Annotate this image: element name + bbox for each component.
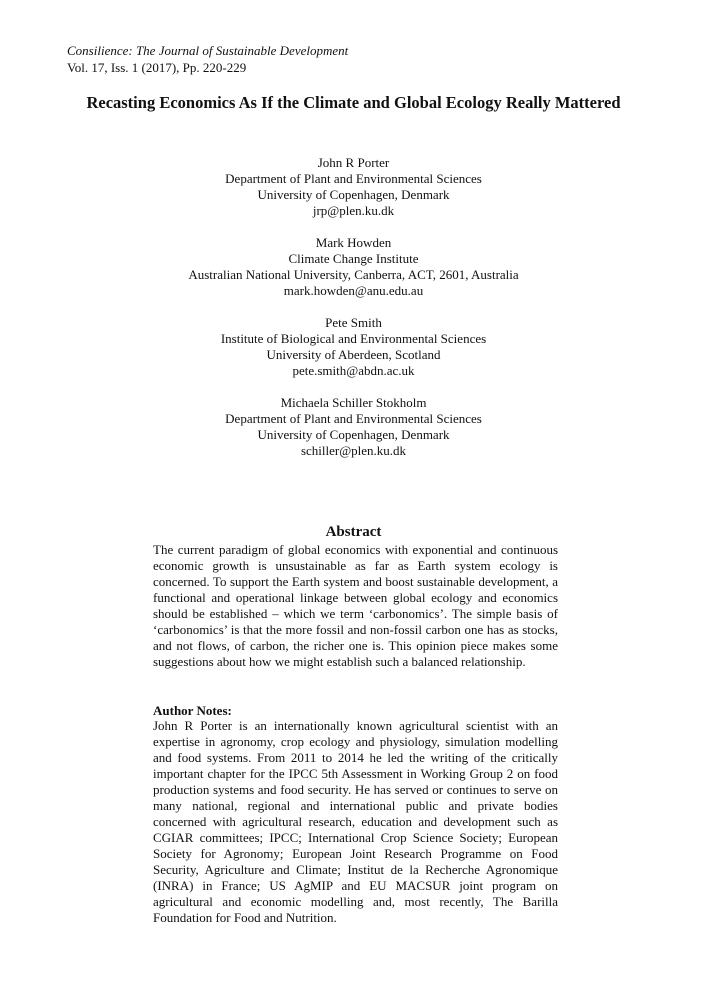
journal-volume: Vol. 17, Iss. 1 (2017), Pp. 220-229 (67, 60, 247, 75)
author-name: Mark Howden (315, 235, 392, 250)
author-block (0, 235, 707, 299)
author-email: pete.smith@abdn.ac.uk (292, 363, 415, 378)
author-institution: University of Copenhagen, Denmark (257, 427, 450, 442)
author-department: Institute of Biological and Environmental Sciences (220, 331, 487, 346)
paper-title: Recasting Economics As If the Climate and Global Ecology Really Mattered (86, 93, 621, 112)
author-list (0, 155, 707, 475)
journal-name: Consilience: The Journal of Sustainable Development (67, 43, 349, 58)
author-email: jrp@plen.ku.dk (312, 203, 395, 218)
abstract-heading: Abstract (325, 524, 382, 540)
author-block (0, 395, 707, 459)
author-name: John R Porter (317, 155, 390, 170)
author-department: Climate Change Institute (288, 251, 419, 266)
author-email: mark.howden@anu.edu.au (283, 283, 424, 298)
author-institution: Australian National University, Canberra, ACT, 2601, Australia (188, 267, 519, 282)
author-department: Department of Plant and Environmental Sciences (225, 171, 482, 186)
author-institution: University of Aberdeen, Scotland (266, 347, 441, 362)
author-department: Department of Plant and Environmental Sciences (225, 411, 482, 426)
author-notes-heading: Author Notes: (153, 703, 232, 718)
author-email: schiller@plen.ku.dk (300, 443, 407, 458)
journal-header (67, 42, 348, 76)
author-institution: University of Copenhagen, Denmark (257, 187, 450, 202)
author-name: Michaela Schiller Stokholm (280, 395, 427, 410)
author-block (0, 315, 707, 379)
author-name: Pete Smith (325, 315, 382, 330)
author-notes-body: John R Porter is an internationally known agricultural scientist with an expertise in agronomy, crop ecology and physiology, simulation modelling and food systems. From 2011 to 2014 he led the writing of the critically important chapter for the IPCC 5th Assessment in Working Group 2 on food production systems and food security. He has served or continues to serve on many national, regional and international public and private bodies concerned with agricultural research, education and development such as CGIAR committees; IPCC; International Crop Science Society; European Society for Agronomy; European Joint Research Programme on Food Security, Agriculture and Climate; Institut de la Recherche Agronomique (INRA) in France; US AgMIP and EU MACSUR joint program on agricultural and economic modelling and, most recently, The Barilla Foundation for Food and Nutrition. (153, 718, 558, 925)
abstract-body: The current paradigm of global economics with exponential and continuous economic growth is unsustainable as far as Earth system ecology is concerned. To support the Earth system and boost sustainable development, a functional and operational linkage between global ecology and economics should be established – which we term ‘carbonomics’. The simple basis of ‘carbonomics’ is that the more fossil and non-fossil carbon one has as stocks, and not flows, of carbon, the richer one is. This opinion piece makes some suggestions about how we might establish such a balanced relationship. (153, 542, 558, 669)
author-block (0, 155, 707, 219)
